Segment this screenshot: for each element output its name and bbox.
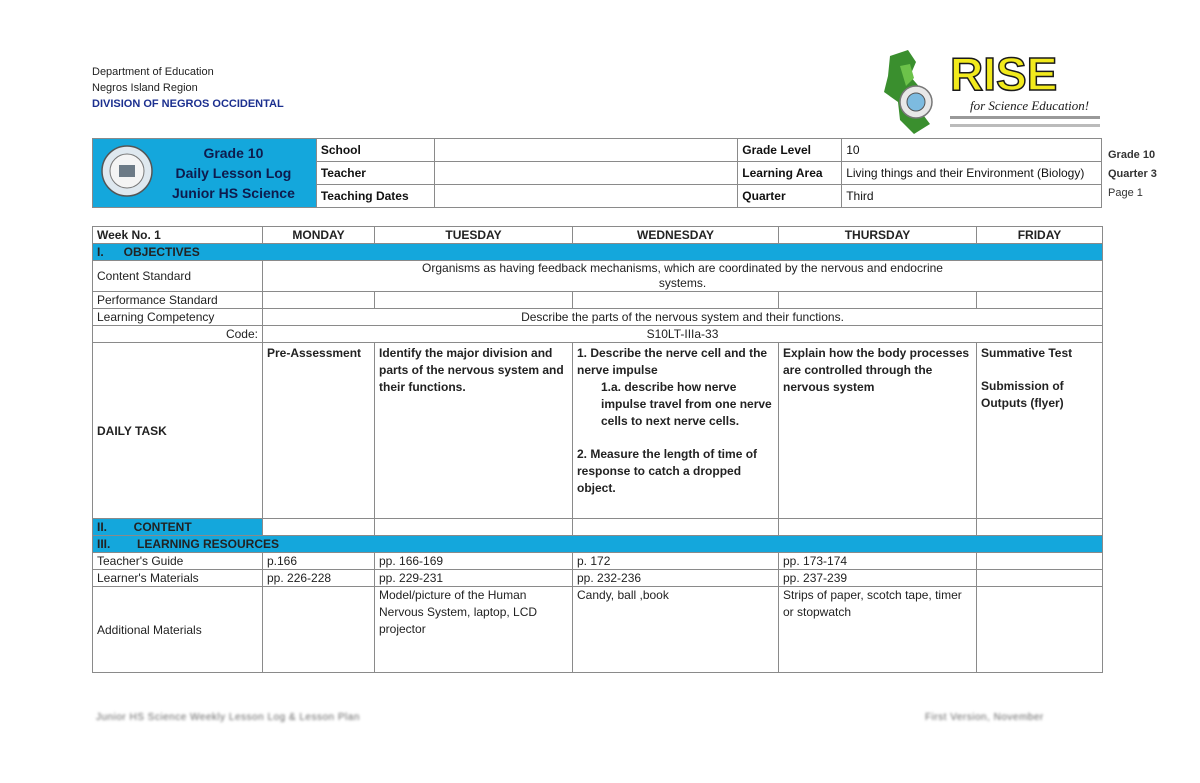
page-number: Page 1	[1108, 187, 1143, 199]
content-standard-line2: systems.	[658, 276, 707, 290]
code-label: Code:	[93, 326, 263, 343]
logo-tagline: for Science Education!	[970, 98, 1090, 113]
teaching-dates-value	[434, 185, 738, 208]
am-monday	[263, 587, 375, 673]
task-fri-item-2: Submission of Outputs (flyer)	[981, 379, 1064, 410]
day-wednesday: WEDNESDAY	[573, 227, 779, 244]
content-cell-wed	[573, 519, 779, 536]
day-monday: MONDAY	[263, 227, 375, 244]
am-tuesday: Model/picture of the Human Nervous System, laptop, LCD projector	[375, 587, 573, 673]
performance-cell-wed	[573, 292, 779, 309]
grade-level-value: 10	[842, 139, 1102, 162]
footer-right: First Version, November	[925, 712, 1044, 723]
performance-cell-thu	[779, 292, 977, 309]
day-tuesday: TUESDAY	[375, 227, 573, 244]
teacher-label: Teacher	[316, 162, 434, 185]
header-table	[92, 138, 1102, 208]
tg-thursday: pp. 173-174	[779, 553, 977, 570]
rise-logo	[870, 46, 1102, 138]
performance-cell-mon	[263, 292, 375, 309]
org-line-division: DIVISION OF NEGROS OCCIDENTAL	[92, 98, 284, 110]
task-wednesday	[573, 343, 779, 519]
content-cell-thu	[779, 519, 977, 536]
page-grade: Grade 10	[1108, 149, 1156, 161]
grade-level-label: Grade Level	[738, 139, 842, 162]
learning-competency-value: Describe the parts of the nervous system and their functions.	[263, 309, 1103, 326]
lm-thursday: pp. 237-239	[779, 570, 977, 587]
task-wed-item-1a: 1.a. describe how nerve impulse travel from one nerve cells to next nerve cells.	[601, 380, 772, 428]
day-thursday: THURSDAY	[779, 227, 977, 244]
organization-header	[92, 64, 284, 112]
am-friday	[977, 587, 1103, 673]
content-band: II. CONTENT	[93, 519, 263, 536]
additional-materials-label: Additional Materials	[93, 587, 263, 673]
content-standard-value	[263, 261, 1103, 292]
teachers-guide-label: Teacher's Guide	[93, 553, 263, 570]
learning-area-label: Learning Area	[738, 162, 842, 185]
content-cell-fri	[977, 519, 1103, 536]
school-label: School	[316, 139, 434, 162]
week-number: Week No. 1	[93, 227, 263, 244]
performance-cell-fri	[977, 292, 1103, 309]
am-wednesday: Candy, ball ,book	[573, 587, 779, 673]
subject-title: Junior HS Science	[171, 185, 295, 201]
task-monday: Pre-Assessment	[263, 343, 375, 519]
task-wed-item-2: 2. Measure the length of time of response to catch a dropped object.	[577, 447, 758, 495]
deped-seal-icon	[101, 145, 153, 197]
content-cell-mon	[263, 519, 375, 536]
content-standard-label: Content Standard	[93, 261, 263, 292]
daily-task-label: DAILY TASK	[93, 343, 263, 519]
task-wed-item-1: 1. Describe the nerve cell and the nerve impulse	[577, 346, 768, 377]
grade-banner	[93, 139, 317, 208]
content-cell-tue	[375, 519, 573, 536]
learning-resources-band: III. LEARNING RESOURCES	[93, 536, 1103, 553]
lm-wednesday: pp. 232-236	[573, 570, 779, 587]
day-friday: FRIDAY	[977, 227, 1103, 244]
teacher-value	[434, 162, 738, 185]
learning-area-value: Living things and their Environment (Biology)	[842, 162, 1102, 185]
task-tuesday: Identify the major division and parts of the nervous system and their functions.	[375, 343, 573, 519]
org-line-department: Department of Education	[92, 66, 214, 78]
content-standard-line1: Organisms as having feedback mechanisms, which are coordinated by the nervous and endocrine	[422, 261, 943, 275]
tg-monday: p.166	[263, 553, 375, 570]
objectives-band: I. OBJECTIVES	[93, 244, 1103, 261]
learners-materials-label: Learner's Materials	[93, 570, 263, 587]
logo-title: RISE	[950, 48, 1058, 100]
grade-title: Grade 10	[203, 145, 264, 161]
page-info	[1108, 146, 1157, 203]
performance-standard-label: Performance Standard	[93, 292, 263, 309]
am-thursday: Strips of paper, scotch tape, timer or stopwatch	[779, 587, 977, 673]
lesson-log-table	[92, 226, 1103, 673]
lm-monday: pp. 226-228	[263, 570, 375, 587]
learning-competency-label: Learning Competency	[93, 309, 263, 326]
footer-left: Junior HS Science Weekly Lesson Log & Lesson Plan	[96, 712, 360, 723]
org-line-region: Negros Island Region	[92, 82, 198, 94]
task-thursday: Explain how the body processes are controlled through the nervous system	[779, 343, 977, 519]
lm-tuesday: pp. 229-231	[375, 570, 573, 587]
code-value: S10LT-IIIa-33	[263, 326, 1103, 343]
performance-cell-tue	[375, 292, 573, 309]
tg-tuesday: pp. 166-169	[375, 553, 573, 570]
quarter-value: Third	[842, 185, 1102, 208]
teaching-dates-label: Teaching Dates	[316, 185, 434, 208]
tg-friday	[977, 553, 1103, 570]
task-friday	[977, 343, 1103, 519]
page-quarter: Quarter 3	[1108, 168, 1157, 180]
quarter-label: Quarter	[738, 185, 842, 208]
school-value	[434, 139, 738, 162]
task-fri-item-1: Summative Test	[981, 346, 1073, 360]
lm-friday	[977, 570, 1103, 587]
tg-wednesday: p. 172	[573, 553, 779, 570]
dll-title: Daily Lesson Log	[175, 165, 292, 181]
